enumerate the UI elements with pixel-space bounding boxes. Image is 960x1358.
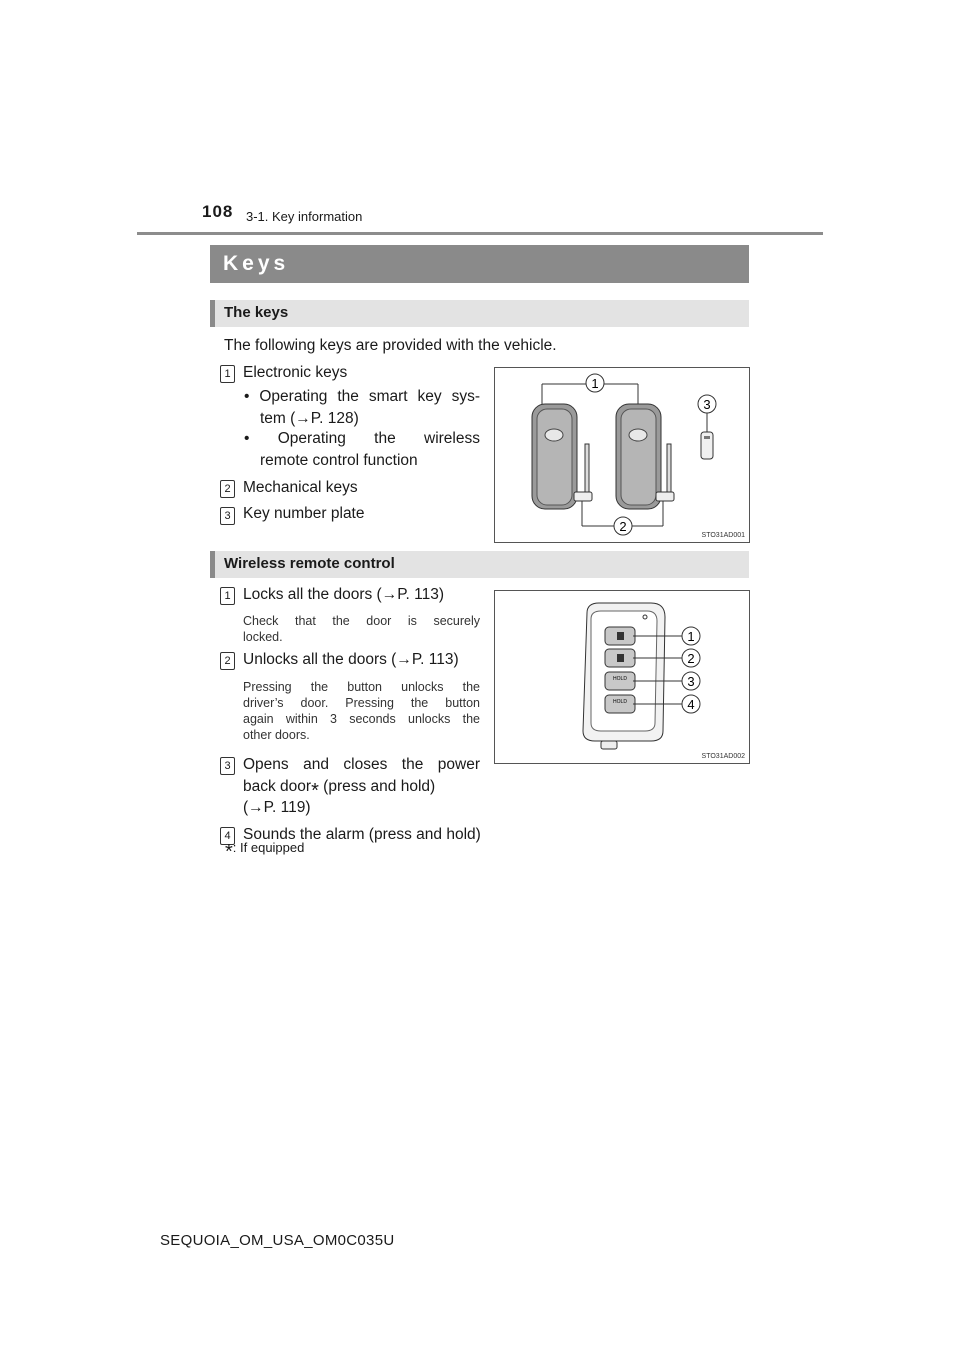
figure-caption: STO31AD001 [701,532,745,539]
hold-label: HOLD [613,676,627,682]
item-note: other doors. [243,728,310,742]
item-badge: 4 [220,827,235,845]
remote-illustration [495,591,749,763]
section-heading-wireless-remote [210,551,749,578]
callout-1: 1 [591,376,599,391]
section-heading-text: The keys [224,304,289,321]
footnote-star: * [225,841,233,863]
bullet-line: remote control function [260,452,418,469]
item-badge: 3 [220,757,235,775]
item-label: Sounds the alarm (press and hold) [243,826,481,843]
page-number: 108 [202,202,234,221]
item-note: Check that the door is securely [243,614,480,628]
item-label: Electronic keys [243,364,348,381]
item-label: Mechanical keys [243,479,358,496]
callout-1: 1 [687,629,695,644]
keys-illustration [495,368,749,542]
bullet-line: • Operating the wireless [244,430,480,447]
callout-3: 3 [687,674,695,689]
item-label-part: (press and hold) [318,778,436,795]
bullet-line: • Operating the smart key sys- [244,388,480,405]
item-label: (→P. 119) [243,799,311,816]
item-note: driver’s door. Pressing the button [243,696,480,710]
item-label: Opens and closes the power [243,756,480,773]
item-badge: 2 [220,652,235,670]
item-label: Key number plate [243,505,365,522]
remote-figure [494,590,750,764]
item-badge: 1 [220,365,235,383]
section-heading-the-keys [210,300,749,327]
page-title: Keys [223,252,290,275]
hold-label: HOLD [613,699,627,705]
footnote-text: : If equipped [232,840,305,855]
item-note: again within 3 seconds unlocks the [243,712,480,726]
callout-2: 2 [619,519,627,534]
callout-4: 4 [687,697,695,712]
page-title-bar [210,245,749,283]
chapter-title: 3-1. Key information [246,209,363,224]
item-label: Locks all the doors (→P. 113) [243,586,445,603]
item-note: locked. [243,630,283,644]
intro-text: The following keys are provided with the vehicle. [224,337,557,354]
item-badge: 3 [220,507,235,525]
item-badge: 2 [220,480,235,498]
bullet-line: tem (→P. 128) [260,410,359,427]
keys-figure [494,367,750,543]
item-badge: 1 [220,587,235,605]
header-divider [137,232,823,235]
item-note: Pressing the button unlocks the [243,680,480,694]
item-label-part: back door [243,778,312,795]
document-id: SEQUOIA_OM_USA_OM0C035U [160,1232,395,1249]
callout-3: 3 [703,397,711,412]
section-heading-text: Wireless remote control [224,555,395,572]
footnote [225,840,304,864]
figure-caption: STO31AD002 [701,753,745,760]
item-label: Unlocks all the doors (→P. 113) [243,651,459,668]
footnote-marker: * [311,780,319,802]
callout-2: 2 [687,651,695,666]
